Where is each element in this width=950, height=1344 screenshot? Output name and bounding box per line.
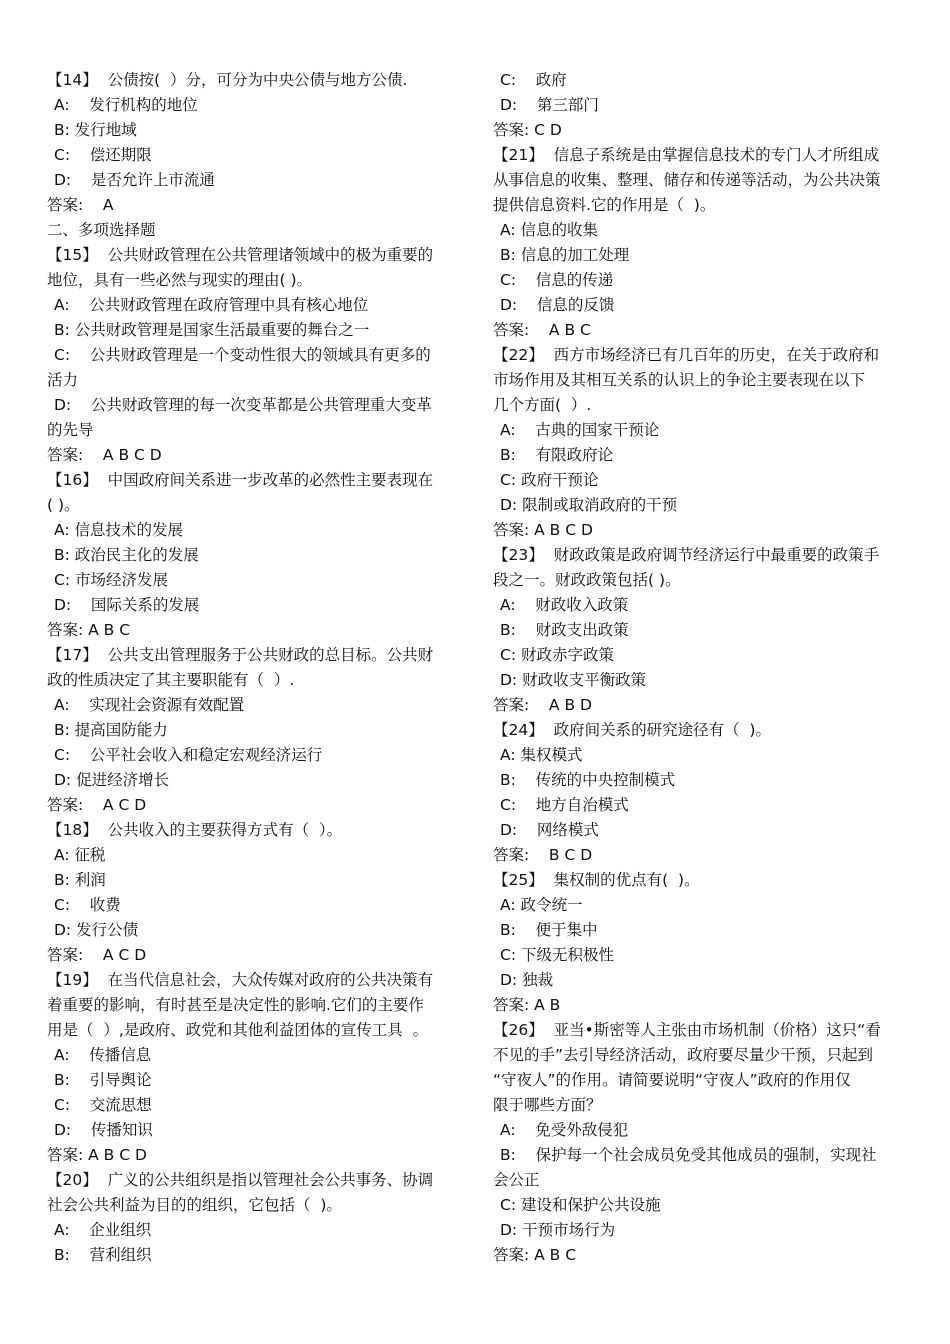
answer-line: 答案: A B D [493,696,592,714]
option-line: A: 信息的收集 [500,221,598,239]
question-line: 用是（ ）,是政府、政党和其他利益团体的宣传工具 。 [47,1021,429,1039]
option-line: B: 便于集中 [500,921,598,939]
option-line: D: 传播知识 [54,1121,153,1139]
option-line: A: 集权模式 [500,746,583,764]
question-line: 【23】 财政政策是政府调节经济运行中最重要的政策手 [493,546,880,564]
option-line: D: 独裁 [500,971,554,989]
question-line: 【21】 信息子系统是由掌握信息技术的专门人才所组成 [493,146,880,164]
question-line: 【22】 西方市场经济已有几百年的历史，在关于政府和 [493,346,880,364]
question-line: 【15】 公共财政管理在公共管理诸领域中的极为重要的 [47,246,434,264]
option-line: C: 交流思想 [54,1096,152,1114]
option-line: B: 公共财政管理是国家生活最重要的舞台之一 [54,321,370,339]
option-line: A: 信息技术的发展 [54,521,183,539]
question-line: 会公正 [493,1171,540,1189]
answer-line: 答案: A B [493,996,561,1014]
option-line: B: 保护每一个社会成员免受其他成员的强制，实现社 [500,1146,877,1164]
option-line: A: 免受外敌侵犯 [500,1121,629,1139]
option-line: C: 建设和保护公共设施 [500,1196,661,1214]
option-line: B: 财政支出政策 [500,621,629,639]
question-line: 【25】 集权制的优点有( )。 [493,871,700,889]
answer-line: 答案: A B C D [493,521,593,539]
right-column [493,68,913,1268]
option-line: C: 财政赤字政策 [500,646,614,664]
option-line: C: 公共财政管理是一个变动性很大的领域具有更多的 [54,346,431,364]
question-line: 限于哪些方面？ [493,1096,602,1114]
option-line: B: 发行地域 [54,121,137,139]
question-line: 段之一。财政政策包括( )。 [493,571,681,589]
option-line: B: 政治民主化的发展 [54,546,199,564]
option-line: B: 营利组织 [54,1246,152,1264]
section-heading: 二、多项选择题 [47,221,156,239]
answer-line: 答案: A B C [47,621,131,639]
option-line: D: 干预市场行为 [500,1221,616,1239]
answer-line: 答案: A B C [493,1246,577,1264]
question-line: 着重要的影响，有时甚至是决定性的影响.它们的主要作 [47,996,424,1014]
option-line: B: 引导舆论 [54,1071,152,1089]
option-line: C: 收费 [54,896,121,914]
question-line: 活力 [47,371,79,389]
option-line: A: 企业组织 [54,1221,152,1239]
option-line: C: 政府干预论 [500,471,599,489]
option-line: D: 第三部门 [500,96,599,114]
left-column [47,68,467,1268]
option-line: C: 下级无积极性 [500,946,614,964]
option-line: B: 利润 [54,871,106,889]
question-line: 市场作用及其相互关系的认识上的争论主要表现在以下 [493,371,866,389]
question-line: 【19】 在当代信息社会，大众传媒对政府的公共决策有 [47,971,434,989]
answer-line: 答案: A [47,196,114,214]
option-line: A: 公共财政管理在政府管理中具有核心地位 [54,296,369,314]
option-line: D: 限制或取消政府的干预 [500,496,678,514]
option-line: A: 政令统一 [500,896,583,914]
option-line: C: 政府 [500,71,567,89]
option-line: C: 公平社会收入和稳定宏观经济运行 [54,746,323,764]
option-line: D: 促进经济增长 [54,771,170,789]
question-line: 地位，具有一些必然与现实的理由( )。 [47,271,313,289]
option-line: B: 提高国防能力 [54,721,168,739]
option-line: D: 网络模式 [500,821,599,839]
option-line: A: 传播信息 [54,1046,152,1064]
option-line: A: 古典的国家干预论 [500,421,660,439]
question-line: 社会公共利益为目的的组织，它包括（ )。 [47,1196,342,1214]
option-line: D: 财政收支平衡政策 [500,671,647,689]
option-line: D: 信息的反馈 [500,296,615,314]
option-line: A: 财政收入政策 [500,596,629,614]
answer-line: 答案: A B C D [47,446,162,464]
option-line: C: 偿还期限 [54,146,152,164]
question-line: 政的性质决定了其主要职能有（ ）. [47,671,295,689]
answer-line: 答案: C D [493,121,562,139]
question-line: 几个方面( ）. [493,396,592,414]
question-line: 【26】 亚当•斯密等人主张由市场机制（价格）这只“看 [493,1021,881,1039]
question-line: 【18】 公共收入的主要获得方式有（ ）。 [47,821,343,839]
question-line: 【24】 政府间关系的研究途径有（ )。 [493,721,771,739]
option-line: D: 公共财政管理的每一次变革都是公共管理重大变革 [54,396,432,414]
question-line: 提供信息资料.它的作用是（ )。 [493,196,716,214]
answer-line: 答案: B C D [493,846,593,864]
option-line: A: 发行机构的地位 [54,96,198,114]
answer-line: 答案: A C D [47,946,147,964]
option-line: B: 有限政府论 [500,446,614,464]
option-line: A: 实现社会资源有效配置 [54,696,245,714]
option-line: D: 是否允许上市流通 [54,171,215,189]
question-line: “守夜人”的作用。请简要说明“守夜人”政府的作用仅 [493,1071,851,1089]
question-line: 的先导 [47,421,94,439]
option-line: C: 市场经济发展 [54,571,168,589]
answer-line: 答案: A C D [47,796,147,814]
option-line: C: 地方自治模式 [500,796,629,814]
option-line: D: 发行公债 [54,921,139,939]
option-line: B: 信息的加工处理 [500,246,630,264]
question-line: 【14】 公债按( ）分，可分为中央公债与地方公债. [47,71,408,89]
question-line: 【17】 公共支出管理服务于公共财政的总目标。公共财 [47,646,434,664]
answer-line: 答案: A B C [493,321,591,339]
option-line: D: 国际关系的发展 [54,596,200,614]
question-line: 从事信息的收集、整理、储存和传递等活动，为公共决策 [493,171,881,189]
question-line: 不见的手”去引导经济活动，政府要尽量少干预，只起到 [493,1046,874,1064]
option-line: C: 信息的传递 [500,271,614,289]
question-line: ( )。 [47,496,80,514]
question-line: 【16】 中国政府间关系进一步改革的必然性主要表现在 [47,471,434,489]
question-line: 【20】 广义的公共组织是指以管理社会公共事务、协调 [47,1171,434,1189]
answer-line: 答案: A B C D [47,1146,147,1164]
option-line: B: 传统的中央控制模式 [500,771,676,789]
option-line: A: 征税 [54,846,106,864]
